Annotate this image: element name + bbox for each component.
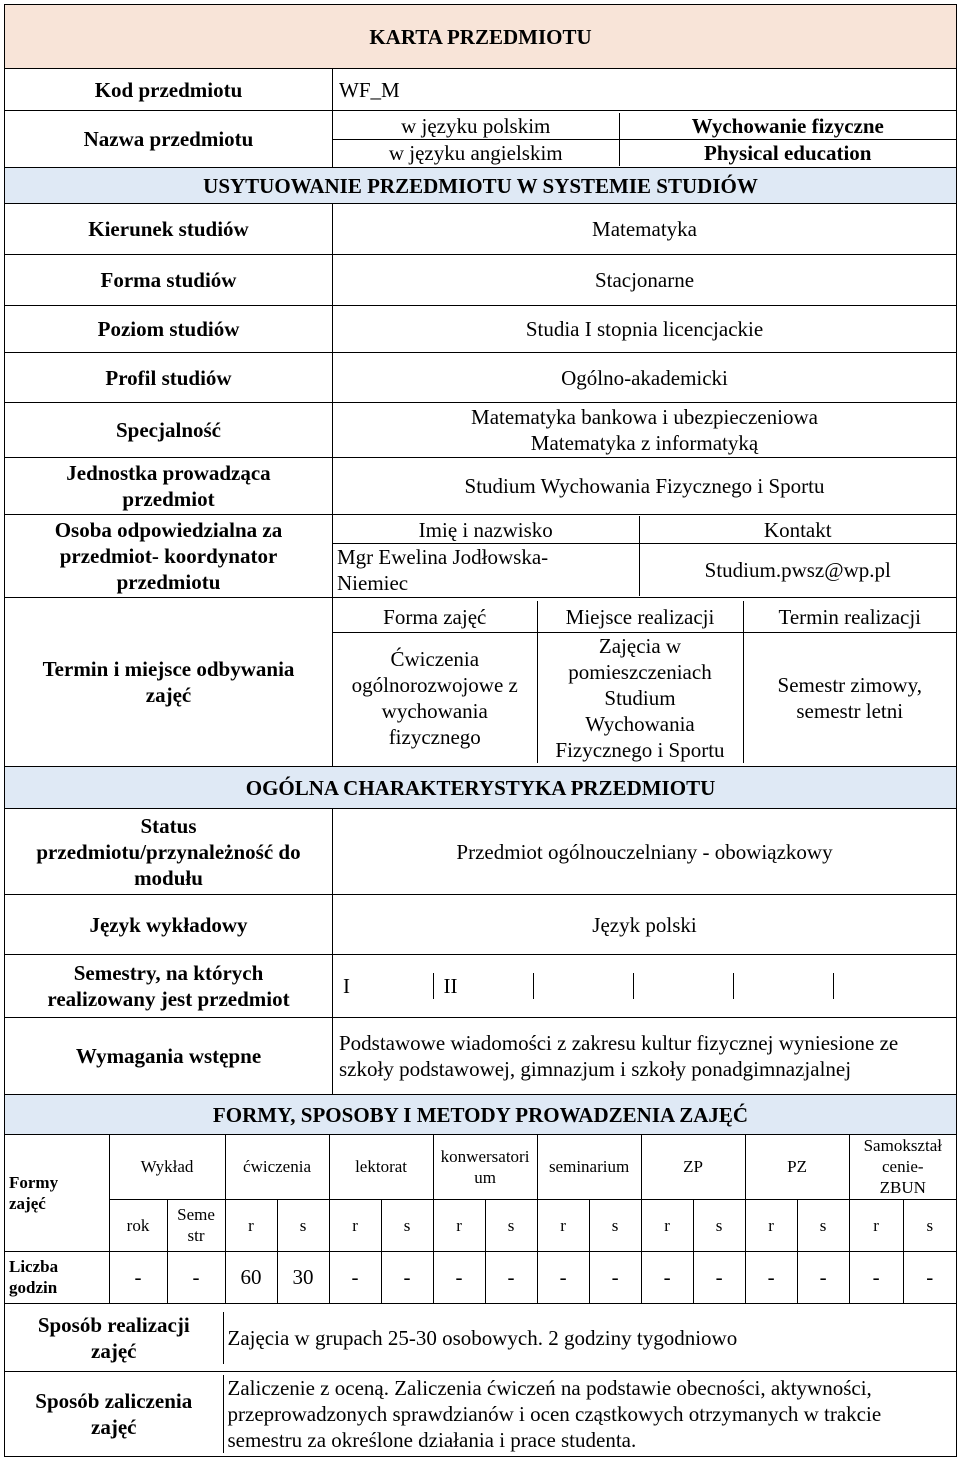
miejsce-value: Zajęcia w pomieszczeniach Studium Wychowania Fizycznego i Sportu bbox=[537, 633, 743, 764]
poziom-value: Studia I stopnia licencjackie bbox=[333, 306, 957, 353]
semestry-label: Semestry, na których realizowany jest przedmiot bbox=[5, 955, 333, 1018]
osoba-label: Osoba odpowiedzialna za przedmiot- koordynator przedmiotu bbox=[5, 515, 333, 598]
formy-label: Formy zajęć bbox=[5, 1135, 109, 1251]
semester-empty bbox=[733, 973, 833, 999]
jezyk-value: Język polski bbox=[333, 895, 957, 955]
subheader-s: s bbox=[903, 1199, 956, 1251]
subheader-s: s bbox=[693, 1199, 745, 1251]
termin-label: Termin i miejsce odbywania zajęć bbox=[5, 598, 333, 767]
hours-cell: 30 bbox=[277, 1251, 329, 1303]
semester-empty bbox=[633, 973, 733, 999]
header-pz: PZ bbox=[745, 1135, 849, 1199]
nazwa-pl-label: w języku polskim bbox=[333, 113, 619, 140]
subheader-r: r bbox=[849, 1199, 903, 1251]
header-wyklad: Wykład bbox=[109, 1135, 225, 1199]
subheader-r: r bbox=[433, 1199, 485, 1251]
poziom-label: Poziom studiów bbox=[5, 306, 333, 353]
forma-zajec-header: Forma zajęć bbox=[333, 601, 537, 633]
semester-i: I bbox=[333, 973, 433, 999]
termin-header: Termin realizacji bbox=[743, 601, 956, 633]
status-value: Przedmiot ogólnouczelniany - obowiązkowy bbox=[333, 809, 957, 895]
header-konwersatorium: konwersatori um bbox=[433, 1135, 537, 1199]
sposob-zaliczenia-label: Sposób zaliczenia zajęć bbox=[5, 1375, 223, 1453]
profil-label: Profil studiów bbox=[5, 353, 333, 403]
course-card-table bbox=[4, 4, 957, 1457]
section-ogolna: OGÓLNA CHARAKTERYSTYKA PRZEDMIOTU bbox=[5, 767, 957, 809]
hours-cell: - bbox=[329, 1251, 381, 1303]
hours-grid bbox=[5, 1135, 956, 1303]
semester-empty bbox=[533, 973, 633, 999]
semester-ii: II bbox=[433, 973, 533, 999]
subheader-r: r bbox=[745, 1199, 797, 1251]
subheader-s: s bbox=[277, 1199, 329, 1251]
section-usytuowanie: USYTUOWANIE PRZEDMIOTU W SYSTEMIE STUDIÓW bbox=[5, 168, 957, 204]
hours-cell: - bbox=[849, 1251, 903, 1303]
forma-studiow-label: Forma studiów bbox=[5, 255, 333, 306]
forma-zajec-value: Ćwiczenia ogólnorozwojowe z wychowania fizycznego bbox=[333, 633, 537, 764]
section-formy: FORMY, SPOSOBY I METODY PROWADZENIA ZAJĘĆ bbox=[5, 1095, 957, 1135]
subheader-r: r bbox=[329, 1199, 381, 1251]
liczba-godzin-label: Liczba godzin bbox=[5, 1251, 109, 1303]
nazwa-pl-value: Wychowanie fizyczne bbox=[619, 113, 956, 140]
termin-value: Semestr zimowy, semestr letni bbox=[743, 633, 956, 764]
subheader-semestr: Seme str bbox=[167, 1199, 225, 1251]
hours-cell: - bbox=[433, 1251, 485, 1303]
subheader-s: s bbox=[485, 1199, 537, 1251]
forma-studiow-value: Stacjonarne bbox=[333, 255, 957, 306]
header-lektorat: lektorat bbox=[329, 1135, 433, 1199]
hours-cell: - bbox=[109, 1251, 167, 1303]
hours-cell: - bbox=[641, 1251, 693, 1303]
hours-cell: 60 bbox=[225, 1251, 277, 1303]
jednostka-value: Studium Wychowania Fizycznego i Sportu bbox=[333, 458, 957, 515]
hours-cell: - bbox=[485, 1251, 537, 1303]
hours-cell: - bbox=[167, 1251, 225, 1303]
subheader-r: r bbox=[641, 1199, 693, 1251]
specjalnosc-value: Matematyka bankowa i ubezpieczeniowa Matematyka z informatyką bbox=[333, 403, 957, 458]
coordinator-name: Mgr Ewelina Jodłowska- Niemiec bbox=[333, 544, 639, 597]
document-title: KARTA PRZEDMIOTU bbox=[5, 5, 957, 69]
jednostka-label: Jednostka prowadząca przedmiot bbox=[5, 458, 333, 515]
subheader-s: s bbox=[797, 1199, 849, 1251]
semester-empty bbox=[833, 973, 956, 999]
sposob-zaliczenia-value: Zaliczenie z oceną. Zaliczenia ćwiczeń na podstawie obecności, aktywności, przeprowadzonych sprawdzianów i ocen cząstkowych otrzymanych w trakcie semestru za określone działania i prace studenta. bbox=[223, 1375, 956, 1453]
nazwa-label: Nazwa przedmiotu bbox=[5, 111, 333, 168]
kontakt-header: Kontakt bbox=[639, 516, 956, 544]
kierunek-value: Matematyka bbox=[333, 204, 957, 255]
hours-cell: - bbox=[903, 1251, 956, 1303]
wymagania-value: Podstawowe wiadomości z zakresu kultur fizycznej wyniesione ze szkoły podstawowej, gimnazjum i szkoły ponadgimnazjalnej bbox=[333, 1018, 957, 1095]
subheader-rok: rok bbox=[109, 1199, 167, 1251]
kod-label: Kod przedmiotu bbox=[5, 69, 333, 111]
header-samoksztalcenie: Samokształ cenie- ZBUN bbox=[849, 1135, 956, 1199]
subheader-s: s bbox=[589, 1199, 641, 1251]
hours-cell: - bbox=[797, 1251, 849, 1303]
wymagania-label: Wymagania wstępne bbox=[5, 1018, 333, 1095]
sposob-realizacji-label: Sposób realizacji zajęć bbox=[5, 1312, 223, 1364]
sposob-realizacji-value: Zajęcia w grupach 25-30 osobowych. 2 godziny tygodniowo bbox=[223, 1312, 956, 1364]
hours-cell: - bbox=[537, 1251, 589, 1303]
profil-value: Ogólno-akademicki bbox=[333, 353, 957, 403]
miejsce-header: Miejsce realizacji bbox=[537, 601, 743, 633]
imie-header: Imię i nazwisko bbox=[333, 516, 639, 544]
subheader-s: s bbox=[381, 1199, 433, 1251]
status-label: Status przedmiotu/przynależność do modułu bbox=[5, 809, 333, 895]
coordinator-contact: Studium.pwsz@wp.pl bbox=[639, 544, 956, 597]
hours-cell: - bbox=[745, 1251, 797, 1303]
hours-cell: - bbox=[589, 1251, 641, 1303]
nazwa-en-value: Physical education bbox=[619, 139, 956, 166]
kod-value: WF_M bbox=[333, 69, 957, 111]
specjalnosc-label: Specjalność bbox=[5, 403, 333, 458]
kierunek-label: Kierunek studiów bbox=[5, 204, 333, 255]
hours-cell: - bbox=[693, 1251, 745, 1303]
header-seminarium: seminarium bbox=[537, 1135, 641, 1199]
jezyk-label: Język wykładowy bbox=[5, 895, 333, 955]
nazwa-en-label: w języku angielskim bbox=[333, 139, 619, 166]
header-cwiczenia: ćwiczenia bbox=[225, 1135, 329, 1199]
hours-cell: - bbox=[381, 1251, 433, 1303]
subheader-r: r bbox=[537, 1199, 589, 1251]
header-zp: ZP bbox=[641, 1135, 745, 1199]
subheader-r: r bbox=[225, 1199, 277, 1251]
